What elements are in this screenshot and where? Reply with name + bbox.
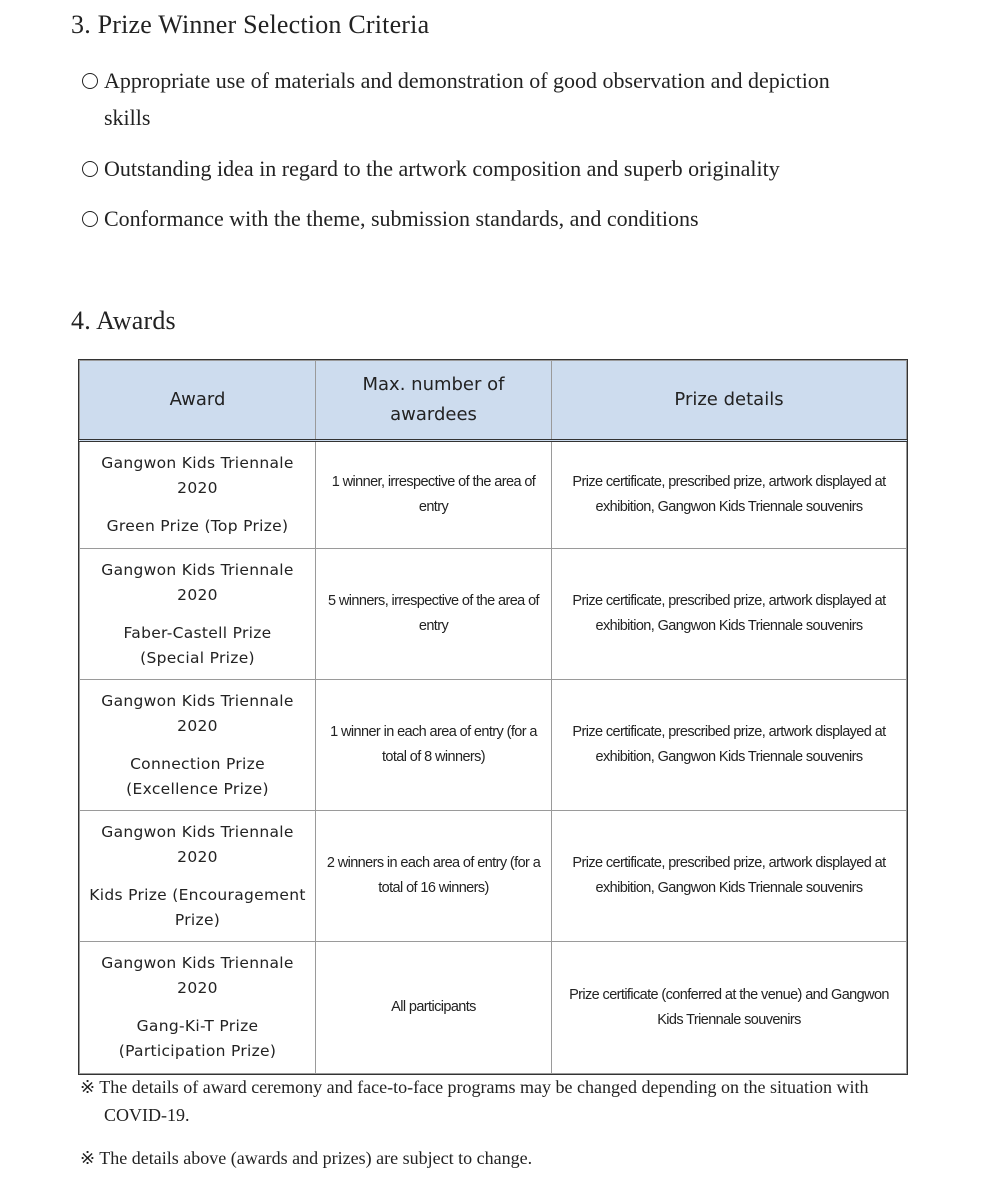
award-name-cell — [80, 811, 316, 942]
award-line: 2020 — [177, 979, 218, 997]
max-awardees-cell: 2 winners in each area of entry (for a total of 16 winners) — [316, 811, 552, 942]
table-row — [80, 680, 907, 811]
criteria-text: Appropriate use of materials and demonstration of good observation and depiction — [104, 68, 830, 93]
criteria-text: Outstanding idea in regard to the artwork composition and superb originality — [104, 156, 780, 181]
table-header-row — [80, 361, 907, 441]
criteria-item — [82, 62, 912, 136]
award-name-cell — [80, 549, 316, 680]
award-line: Kids Prize (Encouragement — [89, 885, 306, 904]
table-row — [80, 942, 907, 1074]
award-line: Gangwon Kids Triennale — [101, 691, 294, 710]
award-line: Green Prize (Top Prize) — [106, 517, 289, 535]
award-line: 2020 — [177, 479, 218, 497]
award-line: Gangwon Kids Triennale — [101, 822, 294, 841]
criteria-text: Conformance with the theme, submission standards, and conditions — [104, 206, 699, 231]
award-name-cell — [80, 680, 316, 811]
circle-bullet-icon — [82, 161, 98, 177]
note-line: ※ The details of award ceremony and face-to-face programs may be changed depending on the situation with — [80, 1077, 869, 1097]
max-awardees-cell: 1 winner, irrespective of the area of entry — [316, 441, 552, 549]
section-3-title: 3. Prize Winner Selection Criteria — [71, 10, 430, 39]
award-line: 2020 — [177, 716, 218, 735]
max-awardees-cell: 1 winner in each area of entry (for a total of 8 winners) — [316, 680, 552, 811]
award-line: 2020 — [177, 847, 218, 866]
note-subject-to-change: ※ The details above (awards and prizes) are subject to change. — [80, 1148, 533, 1168]
award-line: Gangwon Kids Triennale — [101, 954, 294, 972]
table-row — [80, 811, 907, 942]
award-line: Gang-Ki-T Prize — [136, 1017, 259, 1035]
awards-table — [79, 360, 907, 1074]
header-max-line1: Max. number of — [362, 374, 505, 395]
max-awardees-cell: 5 winners, irrespective of the area of entry — [316, 549, 552, 680]
prize-details-cell: Prize certificate (conferred at the venue) and Gangwon Kids Triennale souvenirs — [552, 942, 907, 1074]
award-line: Prize) — [174, 910, 221, 929]
prize-details-cell: Prize certificate, prescribed prize, artwork displayed at exhibition, Gangwon Kids Triennale souvenirs — [552, 549, 907, 680]
award-line: Gangwon Kids Triennale — [101, 560, 294, 579]
note-covid — [80, 1073, 918, 1129]
table-row — [80, 549, 907, 680]
table-row — [80, 441, 907, 549]
note-line-continued: COVID-19. — [104, 1105, 190, 1125]
award-name-cell — [80, 942, 316, 1074]
header-max-awardees — [316, 361, 552, 441]
award-line: Connection Prize — [130, 754, 265, 773]
circle-bullet-icon — [82, 73, 98, 89]
award-line: (Participation Prize) — [118, 1042, 277, 1060]
award-line: Gangwon Kids Triennale — [101, 454, 294, 472]
prize-details-cell: Prize certificate, prescribed prize, artwork displayed at exhibition, Gangwon Kids Triennale souvenirs — [552, 680, 907, 811]
award-line: 2020 — [177, 585, 218, 604]
section-4-title: 4. Awards — [71, 306, 176, 335]
header-award: Award — [80, 361, 316, 441]
criteria-text-continued: skills — [104, 105, 151, 130]
circle-bullet-icon — [82, 211, 98, 227]
prize-details-cell: Prize certificate, prescribed prize, artwork displayed at exhibition, Gangwon Kids Triennale souvenirs — [552, 811, 907, 942]
header-max-line2: awardees — [390, 404, 477, 425]
criteria-item — [82, 150, 912, 187]
prize-details-cell: Prize certificate, prescribed prize, artwork displayed at exhibition, Gangwon Kids Triennale souvenirs — [552, 441, 907, 549]
criteria-item — [82, 200, 912, 237]
award-line: (Special Prize) — [140, 648, 255, 667]
award-line: Faber-Castell Prize — [123, 623, 272, 642]
max-awardees-cell: All participants — [316, 942, 552, 1074]
award-line: (Excellence Prize) — [126, 779, 269, 798]
header-prize-details: Prize details — [552, 361, 907, 441]
award-name-cell — [80, 441, 316, 549]
